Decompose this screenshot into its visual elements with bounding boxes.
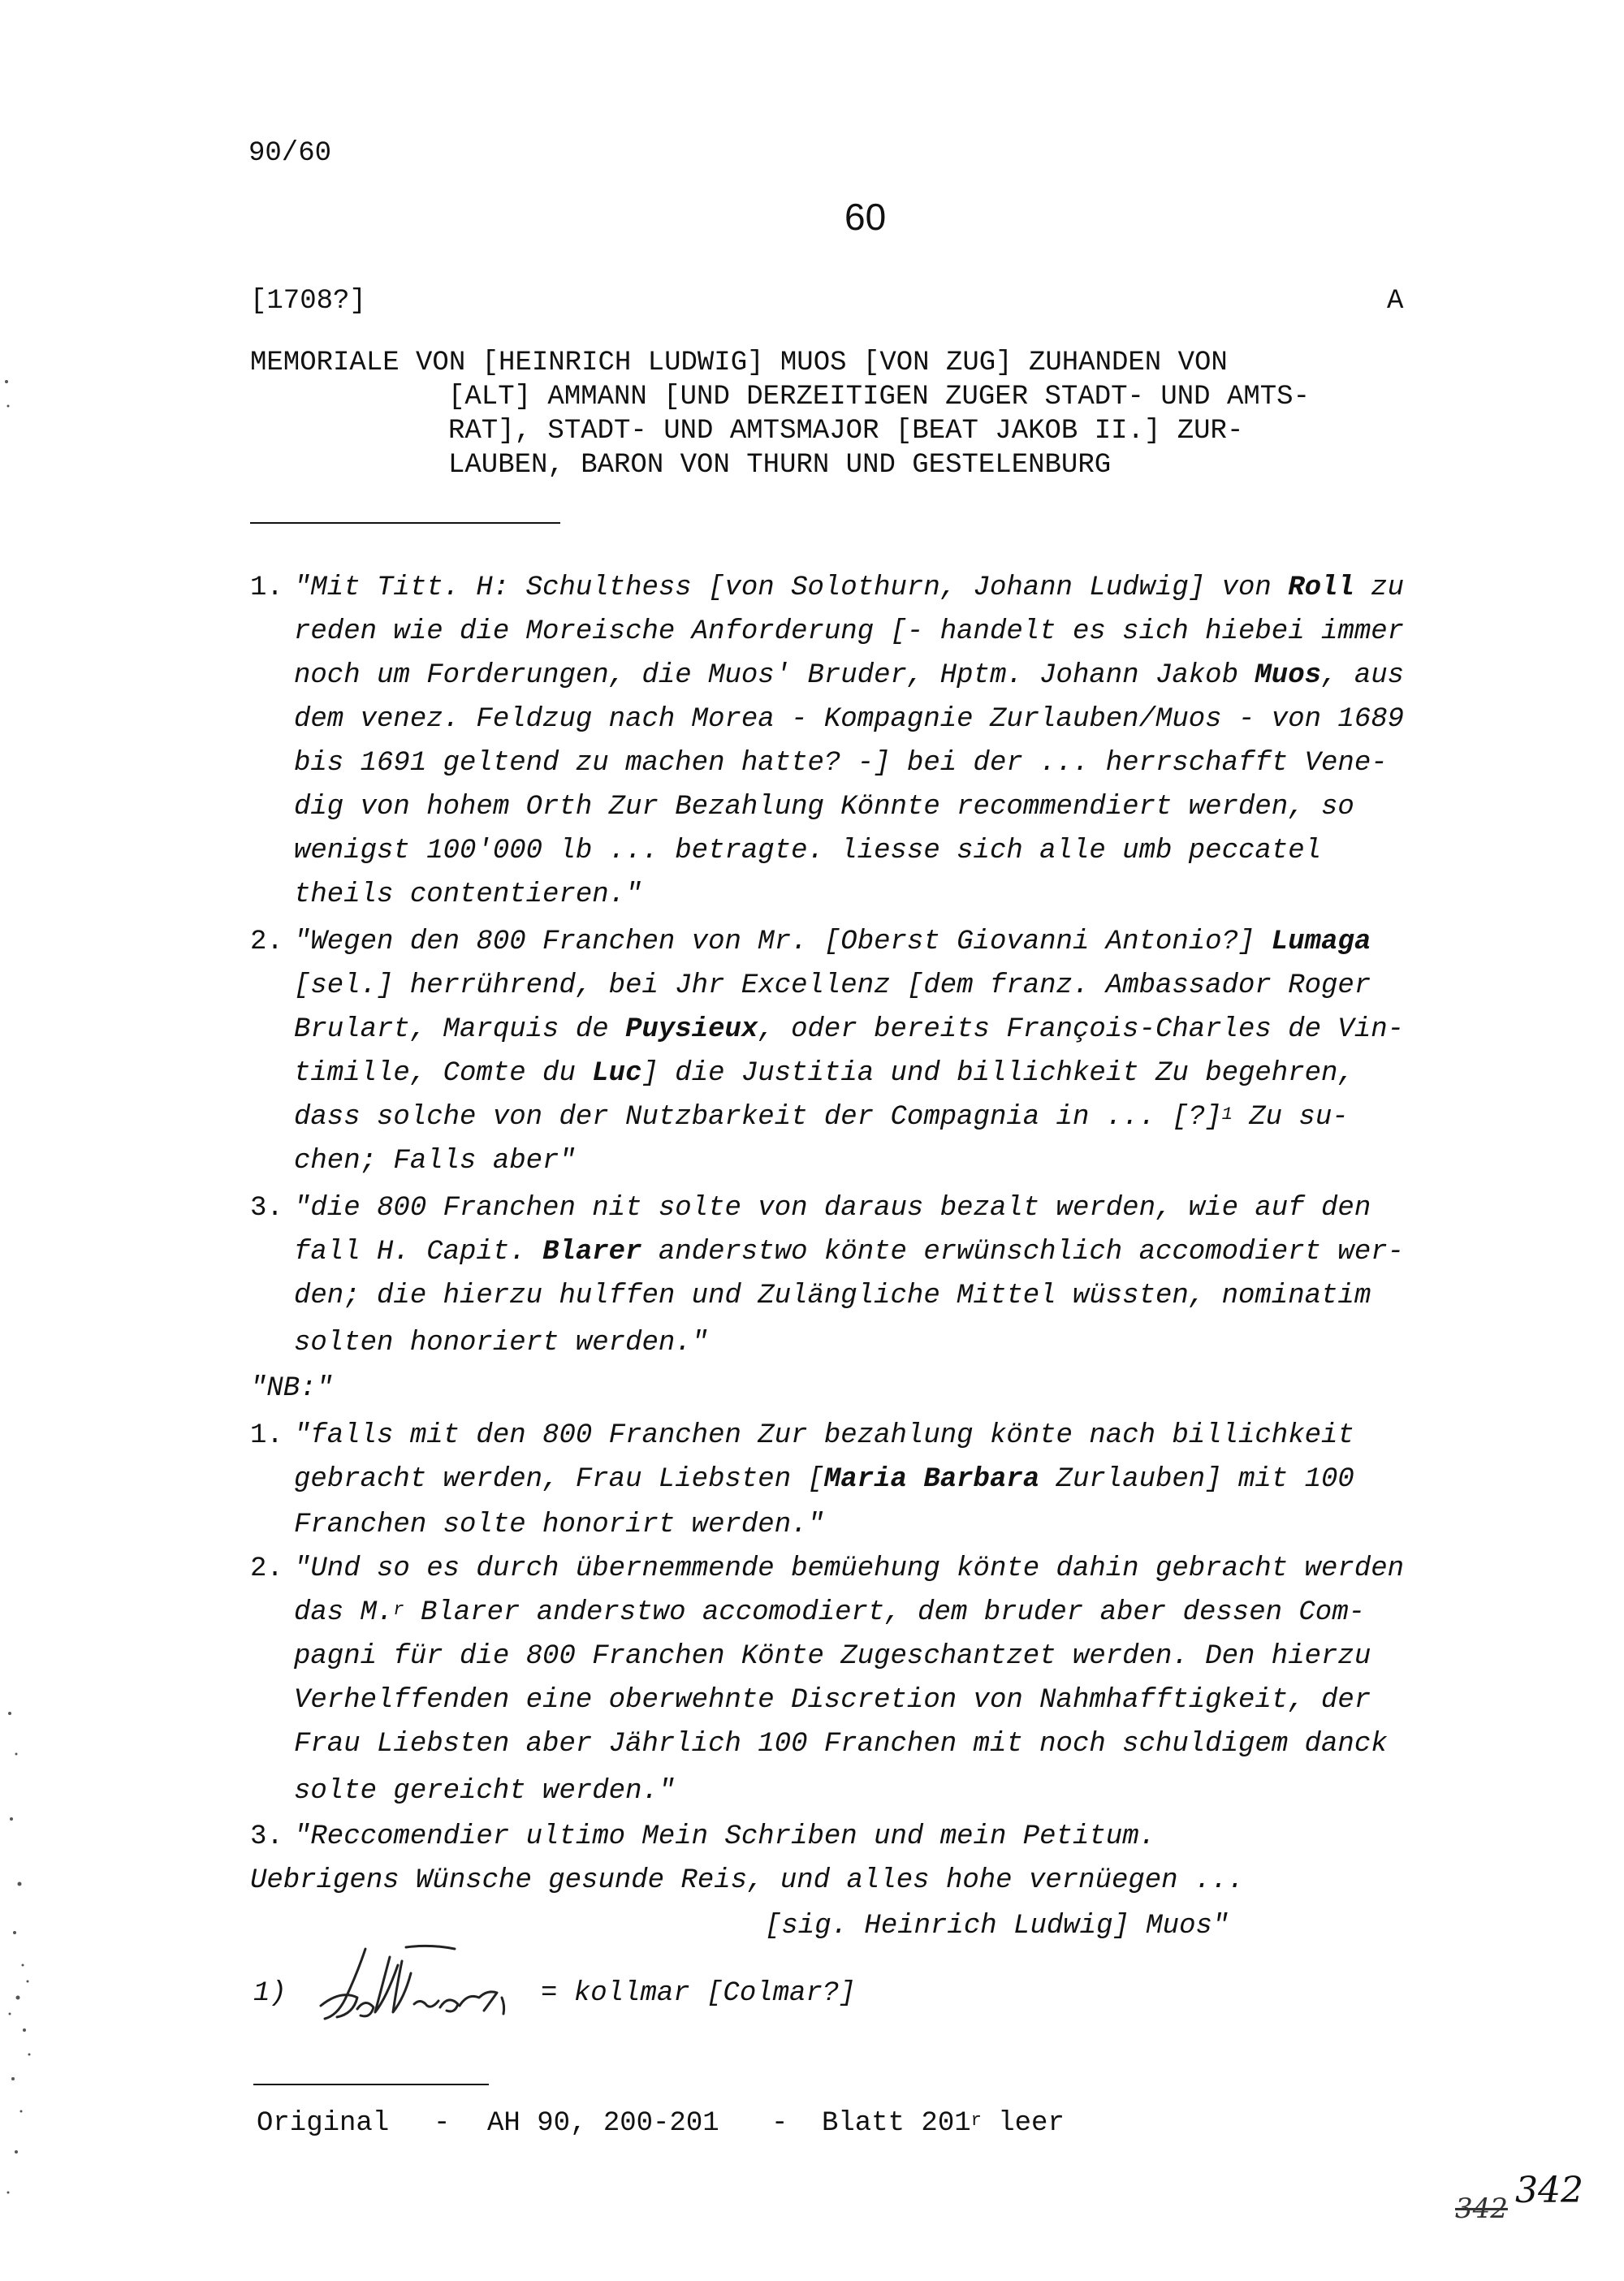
source-reference: AH 90, 200-201 <box>487 2108 719 2139</box>
body-line: dig von hohem Orth Zur Bezahlung Könnte recommendiert werden, so <box>294 792 1354 823</box>
item-number: 1. <box>250 572 283 603</box>
body-line: [sel.] herrührend, bei Jhr Excellenz [dem franz. Ambassador Roger <box>294 970 1371 1001</box>
body-line: fall H. Capit. Blarer anderstwo könte erwünschlich accomodiert wer- <box>294 1237 1405 1268</box>
source-separator: - <box>434 2108 451 2139</box>
body-line: wenigst 100'000 lb ... betragte. liesse sich alle umb peccatel <box>294 836 1322 866</box>
item-number: 2. <box>250 927 283 957</box>
body-line: "die 800 Franchen nit solte von daraus bezalt werden, wie auf den <box>294 1193 1371 1224</box>
body-line: "Mit Titt. H: Schulthess [von Solothurn, Johann Ludwig] von Roll zu <box>294 572 1405 603</box>
footnote-marker: 1) <box>253 1978 287 2009</box>
body-line: Frau Liebsten aber Jährlich 100 Franchen mit noch schuldigem danck <box>294 1729 1388 1760</box>
item-number: 3. <box>250 1821 283 1852</box>
body-line: "Reccomendier ultimo Mein Schriben und mein Petitum. <box>294 1821 1155 1852</box>
body-line: theils contentieren." <box>294 879 642 910</box>
closing-line: Uebrigens Wünsche gesunde Reis, und alles hohe vernüegen ... <box>250 1865 1245 1896</box>
body-line: pagni für die 800 Franchen Könte Zugeschantzet werden. Den hierzu <box>294 1641 1371 1672</box>
body-line: "falls mit den 800 Franchen Zur bezahlung könte nach billichkeit <box>294 1420 1354 1451</box>
stamp-number: 342 <box>1515 2170 1583 2211</box>
title-divider <box>250 522 560 524</box>
body-line: Verhelffenden eine oberwehnte Discretion von Nahmhafftigkeit, der <box>294 1685 1371 1716</box>
page-number: 60 <box>844 196 887 238</box>
title-line: MEMORIALE VON [HEINRICH LUDWIG] MUOS [VON ZUG] ZUHANDEN VON <box>250 348 1228 378</box>
body-line: das M.$^r$ Blarer anderstwo accomodiert, dem bruder aber dessen Com- <box>294 1597 1366 1628</box>
item-number: 2. <box>250 1553 283 1584</box>
document-letter: A <box>1387 286 1404 317</box>
nb-heading: "NB:" <box>250 1373 334 1404</box>
body-line: noch um Forderungen, die Muos' Bruder, Hptm. Johann Jakob Muos, aus <box>294 660 1405 691</box>
handwritten-word-image <box>309 1941 512 2030</box>
body-line: den; die hierzu hulffen und Zulängliche Mittel wüssten, nominatim <box>294 1281 1371 1311</box>
body-line: gebracht werden, Frau Liebsten [Maria Barbara Zurlauben] mit 100 <box>294 1464 1354 1495</box>
body-line: Franchen solte honorirt werden." <box>294 1510 824 1540</box>
title-line: [ALT] AMMANN [UND DERZEITIGEN ZUGER STADT- UND AMTS- <box>448 382 1310 413</box>
footer-divider <box>253 2084 489 2085</box>
signature-line: [sig. Heinrich Ludwig] Muos" <box>765 1911 1229 1942</box>
source-label: Original <box>257 2108 390 2139</box>
item-number: 3. <box>250 1193 283 1224</box>
body-line: solten honoriert werden." <box>294 1328 709 1359</box>
item-number: 1. <box>250 1420 283 1451</box>
footnote-text: = kollmar [Colmar?] <box>541 1978 856 2009</box>
body-line: dem venez. Feldzug nach Morea - Kompagnie Zurlauben/Muos - von 1689 <box>294 704 1405 735</box>
body-line: "Und so es durch übernemmende bemüehung könte dahin gebracht werden <box>294 1553 1405 1584</box>
archive-reference: 90/60 <box>248 138 332 169</box>
footnote-reference: 1 <box>1221 1104 1233 1125</box>
body-line: Brulart, Marquis de Puysieux, oder bereits François-Charles de Vin- <box>294 1014 1405 1045</box>
stamp-old-number: 342 <box>1455 2192 1508 2225</box>
body-line: reden wie die Moreische Anforderung [- handelt es sich hiebei immer <box>294 616 1405 647</box>
body-line: timille, Comte du Luc] die Justitia und billichkeit Zu begehren, <box>294 1058 1354 1089</box>
scan-edge-noise <box>0 0 49 2281</box>
source-separator: - <box>771 2108 788 2139</box>
body-line: dass solche von der Nutzbarkeit der Compagnia in ... [?]$^1$ Zu su- <box>294 1102 1349 1133</box>
source-blatt: Blatt 201$^r$ leer <box>822 2108 1065 2139</box>
body-line: bis 1691 geltend zu machen hatte? -] bei der ... herrschafft Vene- <box>294 748 1388 779</box>
document-date: [1708?] <box>250 286 366 317</box>
body-line: solte gereicht werden." <box>294 1776 676 1807</box>
title-line: LAUBEN, BARON VON THURN UND GESTELENBURG <box>448 450 1112 481</box>
body-line: chen; Falls aber" <box>294 1146 576 1177</box>
body-line: "Wegen den 800 Franchen von Mr. [Oberst Giovanni Antonio?] Lumaga <box>294 927 1371 957</box>
title-line: RAT], STADT- UND AMTSMAJOR [BEAT JAKOB II.] ZUR- <box>448 416 1244 447</box>
